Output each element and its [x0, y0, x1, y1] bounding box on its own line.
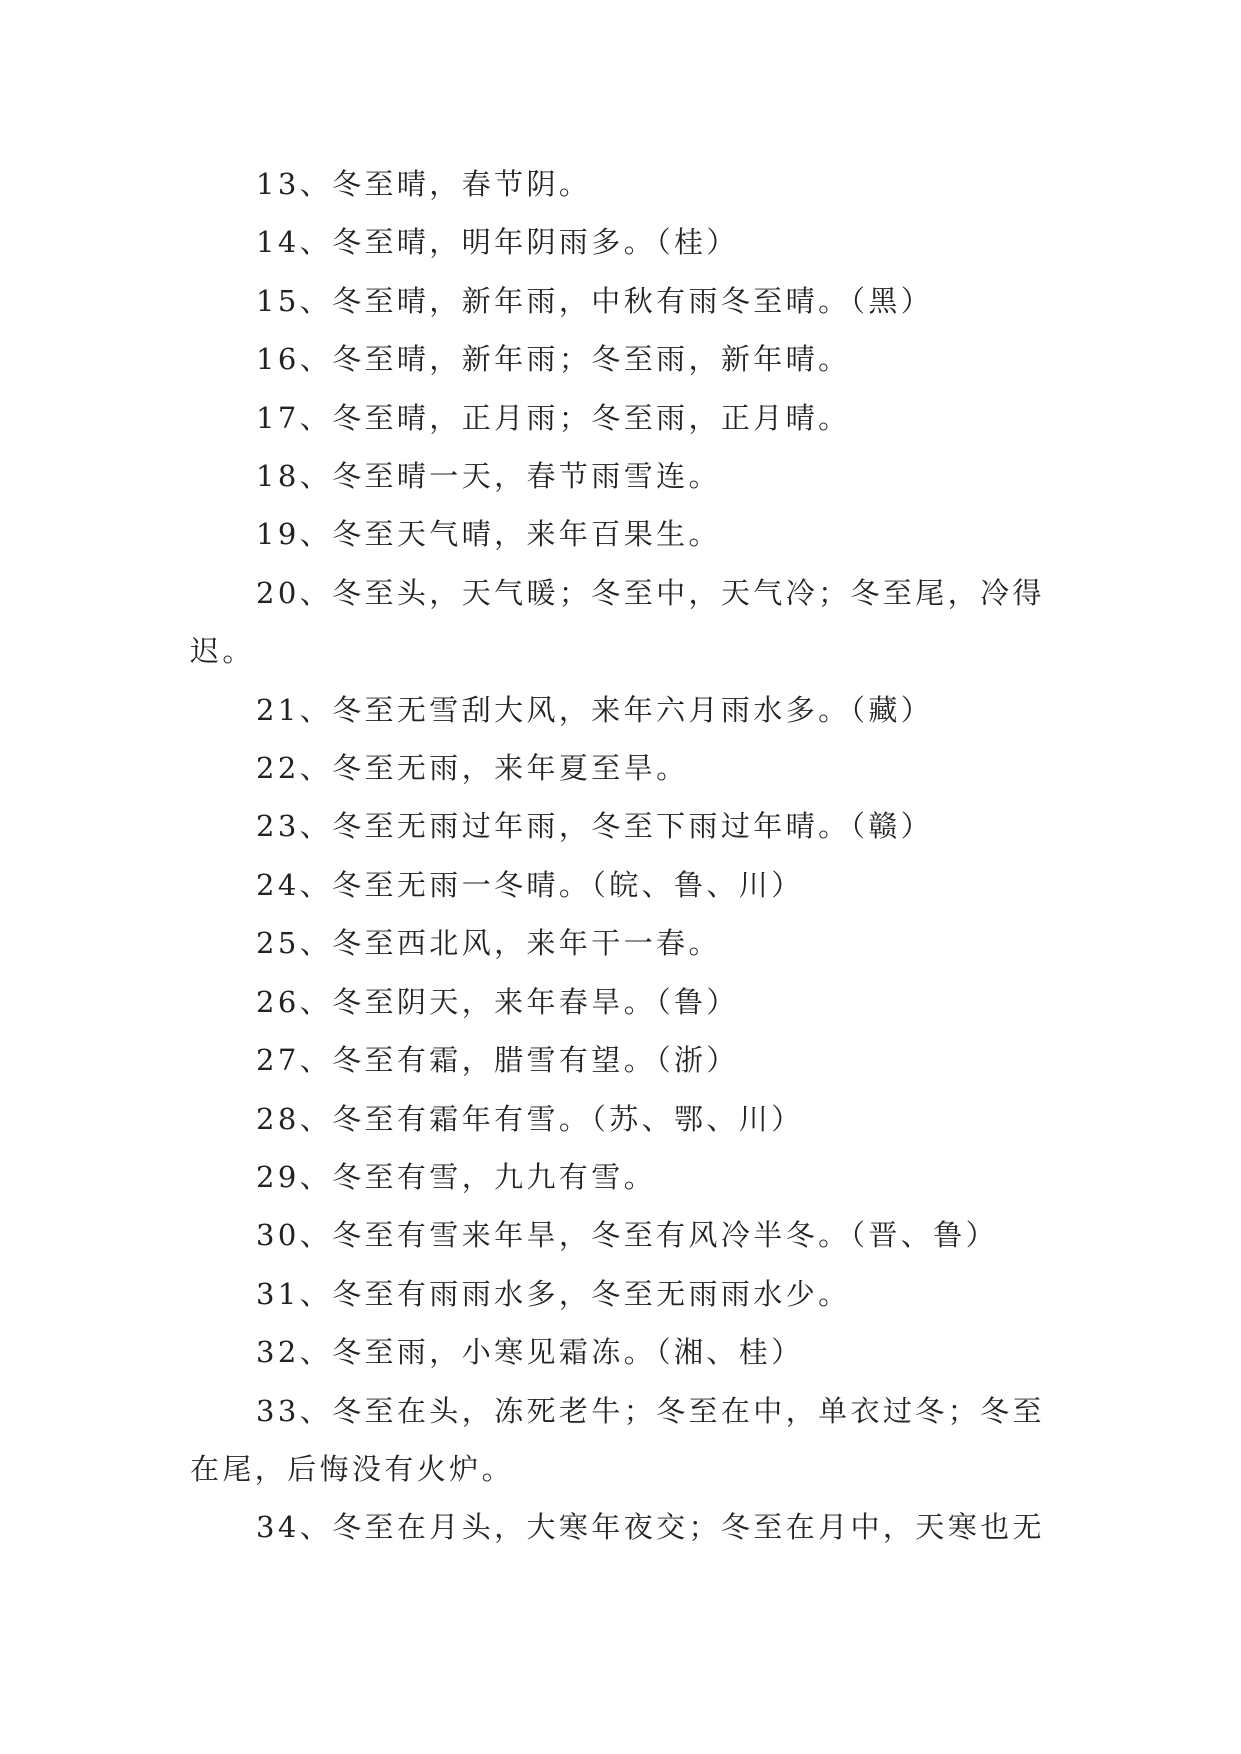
proverb-33: 33、冬至在头，冻死老牛；冬至在中，单衣过冬；冬至在尾，后悔没有火炉。 [190, 1393, 1045, 1486]
proverb-24: 24、冬至无雨一冬晴。（皖、鲁、川） [256, 867, 804, 902]
proverb-26: 26、冬至阴天，来年春旱。（鲁） [256, 984, 739, 1019]
proverb-20: 20、冬至头，天气暖；冬至中，天气冷；冬至尾，冷得迟。 [190, 575, 1045, 669]
proverb-17: 17、冬至晴，正月雨；冬至雨，正月晴。 [256, 400, 851, 435]
proverb-18: 18、冬至晴一天，春节雨雪连。 [256, 459, 721, 494]
proverb-23: 23、冬至无雨过年雨，冬至下雨过年晴。（赣） [256, 809, 934, 844]
document-body [190, 155, 1050, 1557]
proverb-34: 34、冬至在月头，大寒年夜交；冬至在月中，天寒也无 [256, 1510, 1045, 1545]
proverb-22: 22、冬至无雨，来年夏至旱。 [256, 751, 689, 786]
proverb-16: 16、冬至晴，新年雨；冬至雨，新年晴。 [256, 342, 851, 377]
proverb-30: 30、冬至有雪来年旱，冬至有风冷半冬。（晋、鲁） [256, 1218, 999, 1253]
proverb-27: 27、冬至有霜，腊雪有望。（浙） [256, 1043, 739, 1078]
proverb-19: 19、冬至天气晴，来年百果生。 [256, 517, 721, 552]
proverb-15: 15、冬至晴，新年雨，中秋有雨冬至晴。（黑） [256, 283, 934, 318]
proverb-14: 14、冬至晴，明年阴雨多。（桂） [256, 225, 739, 260]
proverb-21: 21、冬至无雪刮大风，来年六月雨水多。（藏） [256, 692, 934, 727]
proverb-25: 25、冬至西北风，来年干一春。 [256, 926, 721, 961]
proverb-28: 28、冬至有霜年有雪。（苏、鄂、川） [256, 1101, 804, 1136]
proverb-13: 13、冬至晴，春节阴。 [256, 167, 592, 201]
proverb-31: 31、冬至有雨雨水多，冬至无雨雨水少。 [256, 1276, 851, 1311]
proverb-29: 29、冬至有雪，九九有雪。 [256, 1159, 657, 1194]
proverb-32: 32、冬至雨，小寒见霜冻。（湘、桂） [256, 1335, 804, 1370]
